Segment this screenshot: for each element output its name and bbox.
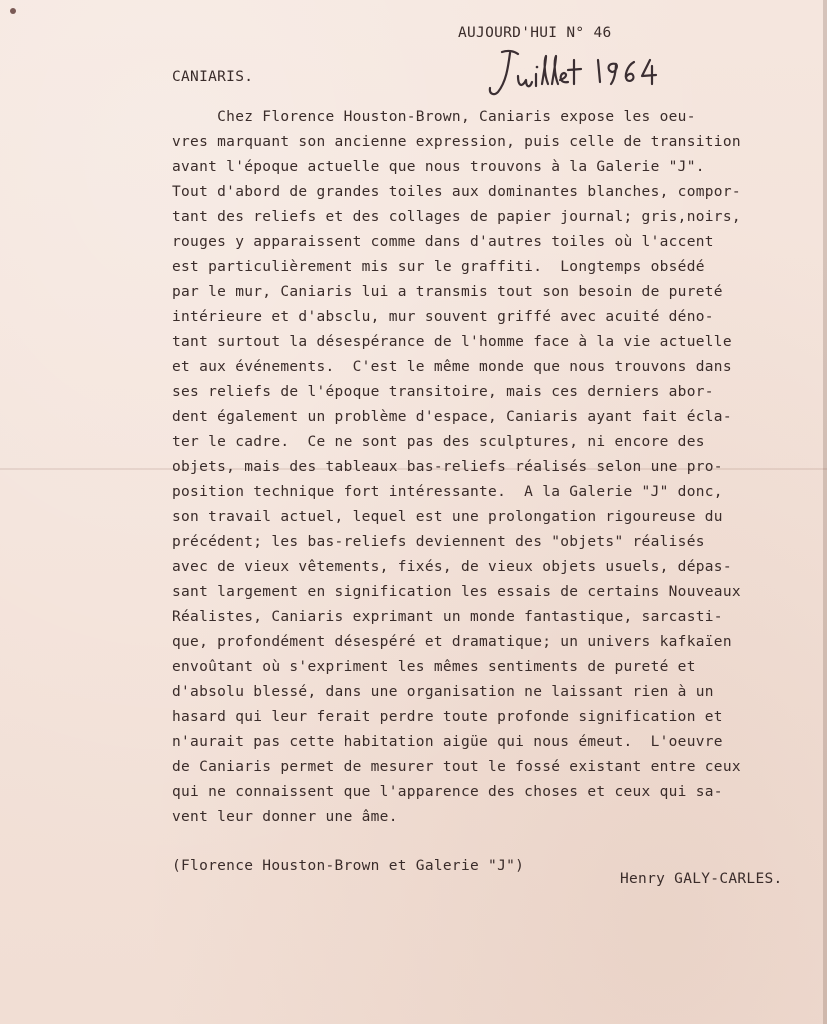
body-line: de Caniaris permet de mesurer tout le fossé existant entre ceux [172,759,741,775]
body-line: qui ne connaissent que l'apparence des choses et ceux qui sa- [172,784,723,800]
body-line: tant surtout la désespérance de l'homme face à la vie actuelle [172,334,732,350]
body-line: vent leur donner une âme. [172,809,398,825]
body-line: sant largement en signification les essais de certains Nouveaux [172,584,741,600]
body-line: son travail actuel, lequel est une prolongation rigoureuse du [172,509,723,525]
body-line: Réalistes, Caniaris exprimant un monde fantastique, sarcasti- [172,609,723,625]
publication-header: AUJOURD'HUI N° 46 [458,25,612,41]
ink-mark [10,8,16,14]
body-line: tant des reliefs et des collages de papier journal; gris,noirs, [172,209,741,225]
body-line: est particulièrement mis sur le graffiti. Longtemps obsédé [172,259,705,275]
author-signature: Henry GALY-CARLES. [620,871,783,887]
body-line: par le mur, Caniaris lui a transmis tout son besoin de pureté [172,284,723,300]
body-line: d'absolu blessé, dans une organisation ne laissant rien à un [172,684,714,700]
body-line: ter le cadre. Ce ne sont pas des sculptures, ni encore des [172,434,705,450]
body-line: que, profondément désespéré et dramatique; un univers kafkaïen [172,634,732,650]
source-note: (Florence Houston-Brown et Galerie "J") [172,858,525,874]
body-line: vres marquant son ancienne expression, puis celle de transition [172,134,741,150]
body-line: rouges y apparaissent comme dans d'autres toiles où l'accent [172,234,714,250]
body-line: n'aurait pas cette habitation aigüe qui nous émeut. L'oeuvre [172,734,723,750]
paper-edge [823,0,827,1024]
body-line: ses reliefs de l'époque transitoire, mais ces derniers abor- [172,384,714,400]
body-line: avant l'époque actuelle que nous trouvons à la Galerie "J". [172,159,705,175]
handwritten-date [484,46,674,102]
body-line: et aux événements. C'est le même monde que nous trouvons dans [172,359,732,375]
body-line: objets, mais des tableaux bas-reliefs réalisés selon une pro- [172,459,723,475]
body-line: avec de vieux vêtements, fixés, de vieux objets usuels, dépas- [172,559,732,575]
body-line: envoûtant où s'expriment les mêmes sentiments de pureté et [172,659,696,675]
body-line: position technique fort intéressante. A la Galerie "J" donc, [172,484,723,500]
body-line: intérieure et d'absclu, mur souvent griffé avec acuité déno- [172,309,714,325]
body-line: hasard qui leur ferait perdre toute profonde signification et [172,709,723,725]
document-title: CANIARIS. [172,69,254,85]
body-line: Tout d'abord de grandes toiles aux dominantes blanches, compor- [172,184,741,200]
body-line: précédent; les bas-reliefs deviennent des "objets" réalisés [172,534,705,550]
body-line: Chez Florence Houston-Brown, Caniaris expose les oeu- [172,109,696,125]
body-line: dent également un problème d'espace, Caniaris ayant fait écla- [172,409,732,425]
